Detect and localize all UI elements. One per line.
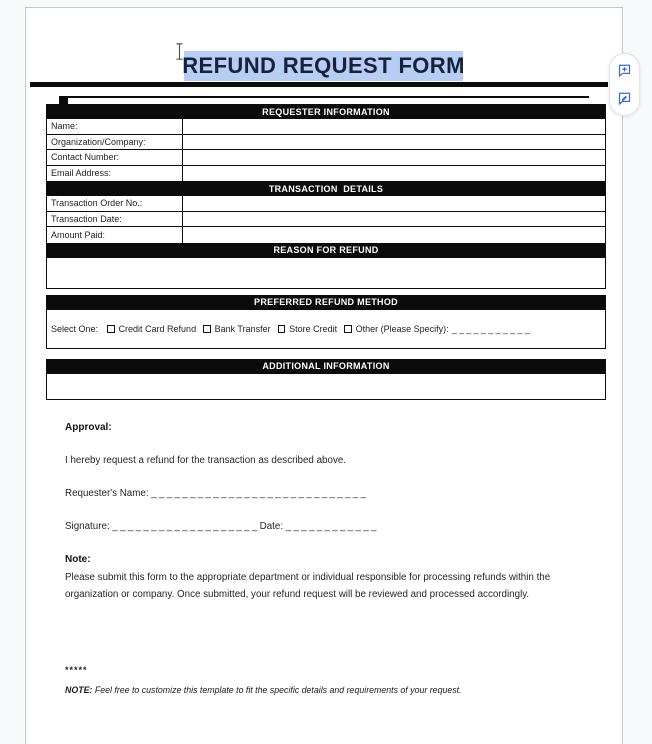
requester-transaction-table [46,104,606,289]
row-label: Contact Number: [47,150,183,165]
checkbox-icon[interactable] [344,325,352,333]
option-other [344,324,449,334]
requester-name-blank: ____________________________ [151,488,369,499]
margin-action-pill [609,53,640,116]
option-store-credit [278,324,338,334]
checkbox-icon[interactable] [278,325,286,333]
table-row[interactable] [47,150,605,166]
table-top-line [59,96,589,98]
checkbox-icon[interactable] [107,325,115,333]
suggest-edits-icon [617,91,632,106]
signature-label: Signature: [65,521,113,532]
stars-separator: ***** [65,665,88,675]
footer-note-text: Feel free to customize this template to fit the specific details and requirements of your request. [92,685,462,695]
row-value-cell[interactable] [183,212,605,227]
note-heading: Note: [65,554,91,565]
row-value-cell[interactable] [183,119,605,134]
footer-note [65,685,462,695]
footer-note-label: NOTE: [65,685,93,695]
section-header-transaction: TRANSACTION DETAILS [47,181,605,196]
section-header-reason: REASON FOR REFUND [47,243,605,258]
select-one-label: Select One: [51,323,99,334]
form-table-area [46,104,606,400]
section-header-additional: ADDITIONAL INFORMATION [47,359,605,374]
other-specify-blank: ___________ [451,323,533,334]
row-label: Transaction Date: [47,212,183,227]
approval-heading: Approval: [65,422,112,433]
add-comment-icon [617,63,632,78]
signature-blank: ___________________ [112,521,260,532]
suggest-edits-button[interactable] [614,88,635,109]
requester-name-label: Requester's Name: [65,488,152,499]
requester-name-line [65,488,368,499]
row-label: Amount Paid: [47,227,183,243]
signature-date-line [65,521,379,532]
section-header-method: PREFERRED REFUND METHOD [47,295,605,310]
table-row[interactable] [47,166,605,182]
additional-input-area[interactable] [47,374,605,399]
row-value-cell[interactable] [183,150,605,165]
option-label: Bank Transfer [214,323,271,334]
row-value-cell[interactable] [183,166,605,182]
document-page[interactable] [25,7,623,744]
page-title: REFUND REQUEST FORM [182,53,465,78]
table-row[interactable] [47,227,605,243]
option-label: Other (Please Specify): [355,323,449,334]
table-row[interactable] [47,119,605,135]
title-divider-rule [30,82,608,87]
option-label: Credit Card Refund [118,323,197,334]
row-value-cell[interactable] [183,135,605,150]
checkbox-icon[interactable] [203,325,211,333]
add-comment-button[interactable] [614,60,635,81]
table-row[interactable] [47,196,605,212]
row-value-cell[interactable] [183,196,605,211]
option-label: Store Credit [289,323,338,334]
row-label: Email Address: [47,166,183,182]
approval-statement: I hereby request a refund for the transaction as described above. [65,455,347,466]
refund-method-table [46,295,606,349]
note-body: Please submit this form to the appropriate department or individual responsible for processing refunds within the organization or company. Once submitted, your refund request will be reviewed and processed accordingly. [65,572,551,600]
option-credit-card [107,324,196,334]
refund-method-row [47,310,605,348]
row-label: Name: [47,119,183,134]
row-label: Organization/Company: [47,135,183,150]
title-selection-highlight[interactable] [184,51,463,81]
reason-input-area[interactable] [47,258,605,288]
table-row[interactable] [47,135,605,151]
option-bank-transfer [203,324,271,334]
date-label: Date: [259,521,286,532]
row-value-cell[interactable] [183,227,605,243]
additional-info-table [46,359,606,400]
row-label: Transaction Order No.: [47,196,183,211]
section-header-requester: REQUESTER INFORMATION [47,104,605,119]
table-row[interactable] [47,212,605,228]
date-blank: ____________ [285,521,379,532]
